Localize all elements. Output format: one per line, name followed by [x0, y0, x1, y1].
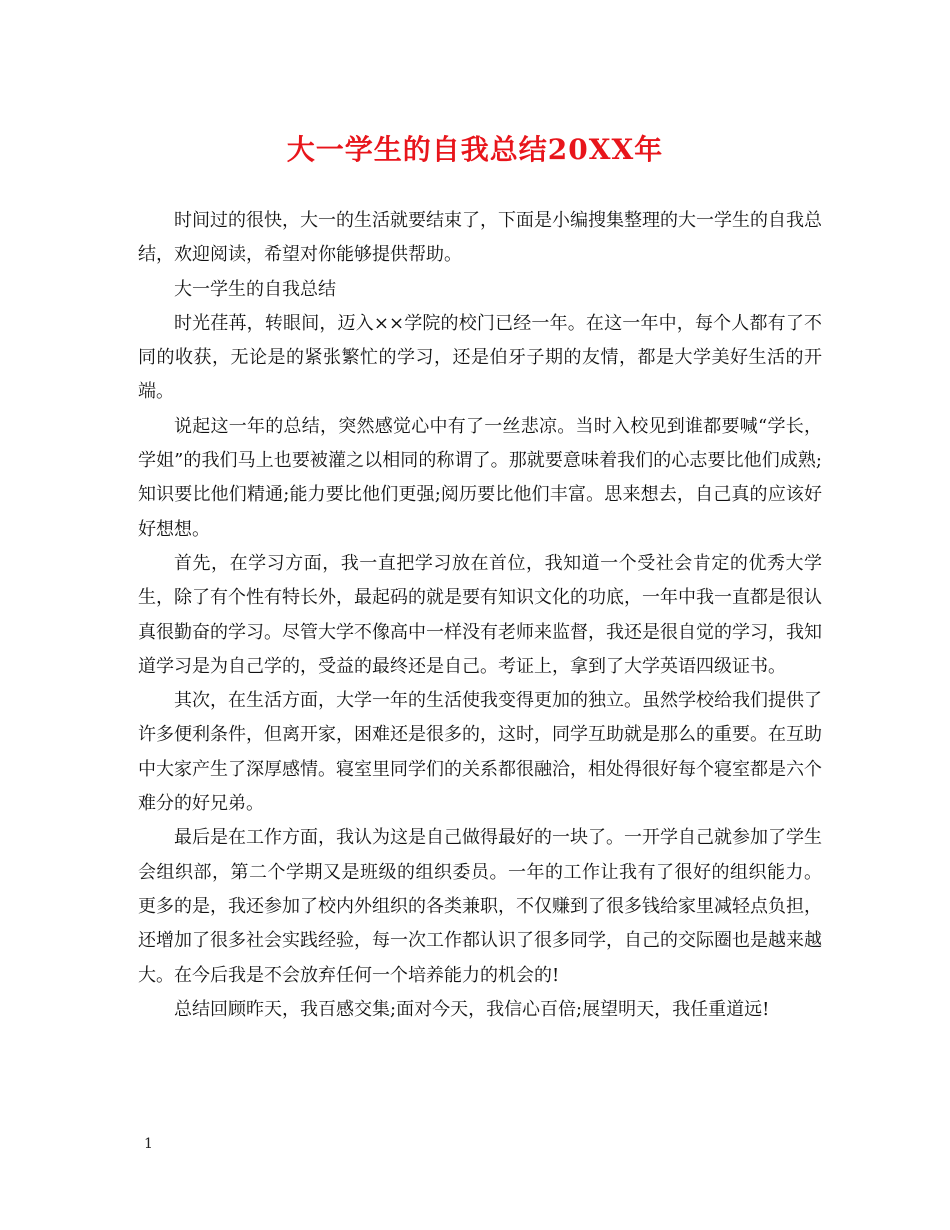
- document-title: 大一学生的自我总结20XX年: [286, 133, 664, 166]
- paragraph-subheading: 大一学生的自我总结: [174, 278, 336, 300]
- paragraph-opening: 时光荏苒，转眼间，迈入××学院的校门已经一年。在这一年中，每个人都有了不同的收获，无论是的紧张繁忙的学习，还是伯牙子期的友情，都是大学美好生活的开端。: [138, 312, 822, 403]
- page-number: 1: [144, 1136, 153, 1152]
- paragraph-conclusion: 总结回顾昨天，我百感交集;面对今天，我信心百倍;展望明天，我任重道远!: [174, 998, 770, 1020]
- paragraph-reflection: 说起这一年的总结，突然感觉心中有了一丝悲凉。当时入校见到谁都要喊“学长，学姐”的我们马上也要被灌之以相同的称谓了。那就要意味着我们的心志要比他们成熟;知识要比他们精通;能力要比他们更强;阅历要比他们丰富。思来想去，自己真的应该好好想想。: [138, 415, 822, 540]
- document-body: [138, 204, 822, 1027]
- paragraph-study: 首先，在学习方面，我一直把学习放在首位，我知道一个受社会肯定的优秀大学生，除了有个性有特长外，最起码的就是要有知识文化的功底，一年中我一直都是很认真很勤奋的学习。尽管大学不像高中一样没有老师来监督，我还是很自觉的学习，我知道学习是为自己学的，受益的最终还是自己。考证上，拿到了大学英语四级证书。: [138, 552, 822, 677]
- paragraph-intro: 时间过的很快，大一的生活就要结束了，下面是小编搜集整理的大一学生的自我总结，欢迎阅读，希望对你能够提供帮助。: [138, 210, 822, 266]
- paragraph-life: 其次，在生活方面，大学一年的生活使我变得更加的独立。虽然学校给我们提供了许多便利条件，但离开家，困难还是很多的，这时，同学互助就是那么的重要。在互助中大家产生了深厚感情。寝室里同学们的关系都很融洽，相处得很好每个寝室都是六个难分的好兄弟。: [138, 690, 822, 815]
- paragraph-work: 最后是在工作方面，我认为这是自己做得最好的一块了。一开学自己就参加了学生会组织部，第二个学期又是班级的组织委员。一年的工作让我有了很好的组织能力。 更多的是，我还参加了校内外组织的各类兼职，不仅赚到了很多钱给家里减轻点负担，还增加了很多社会实践经验，每一次工作都认识了很多同学，自己的交际圈也是越来越大。在今后我是不会放弃任何一个培养能力的机会的!: [138, 827, 822, 986]
